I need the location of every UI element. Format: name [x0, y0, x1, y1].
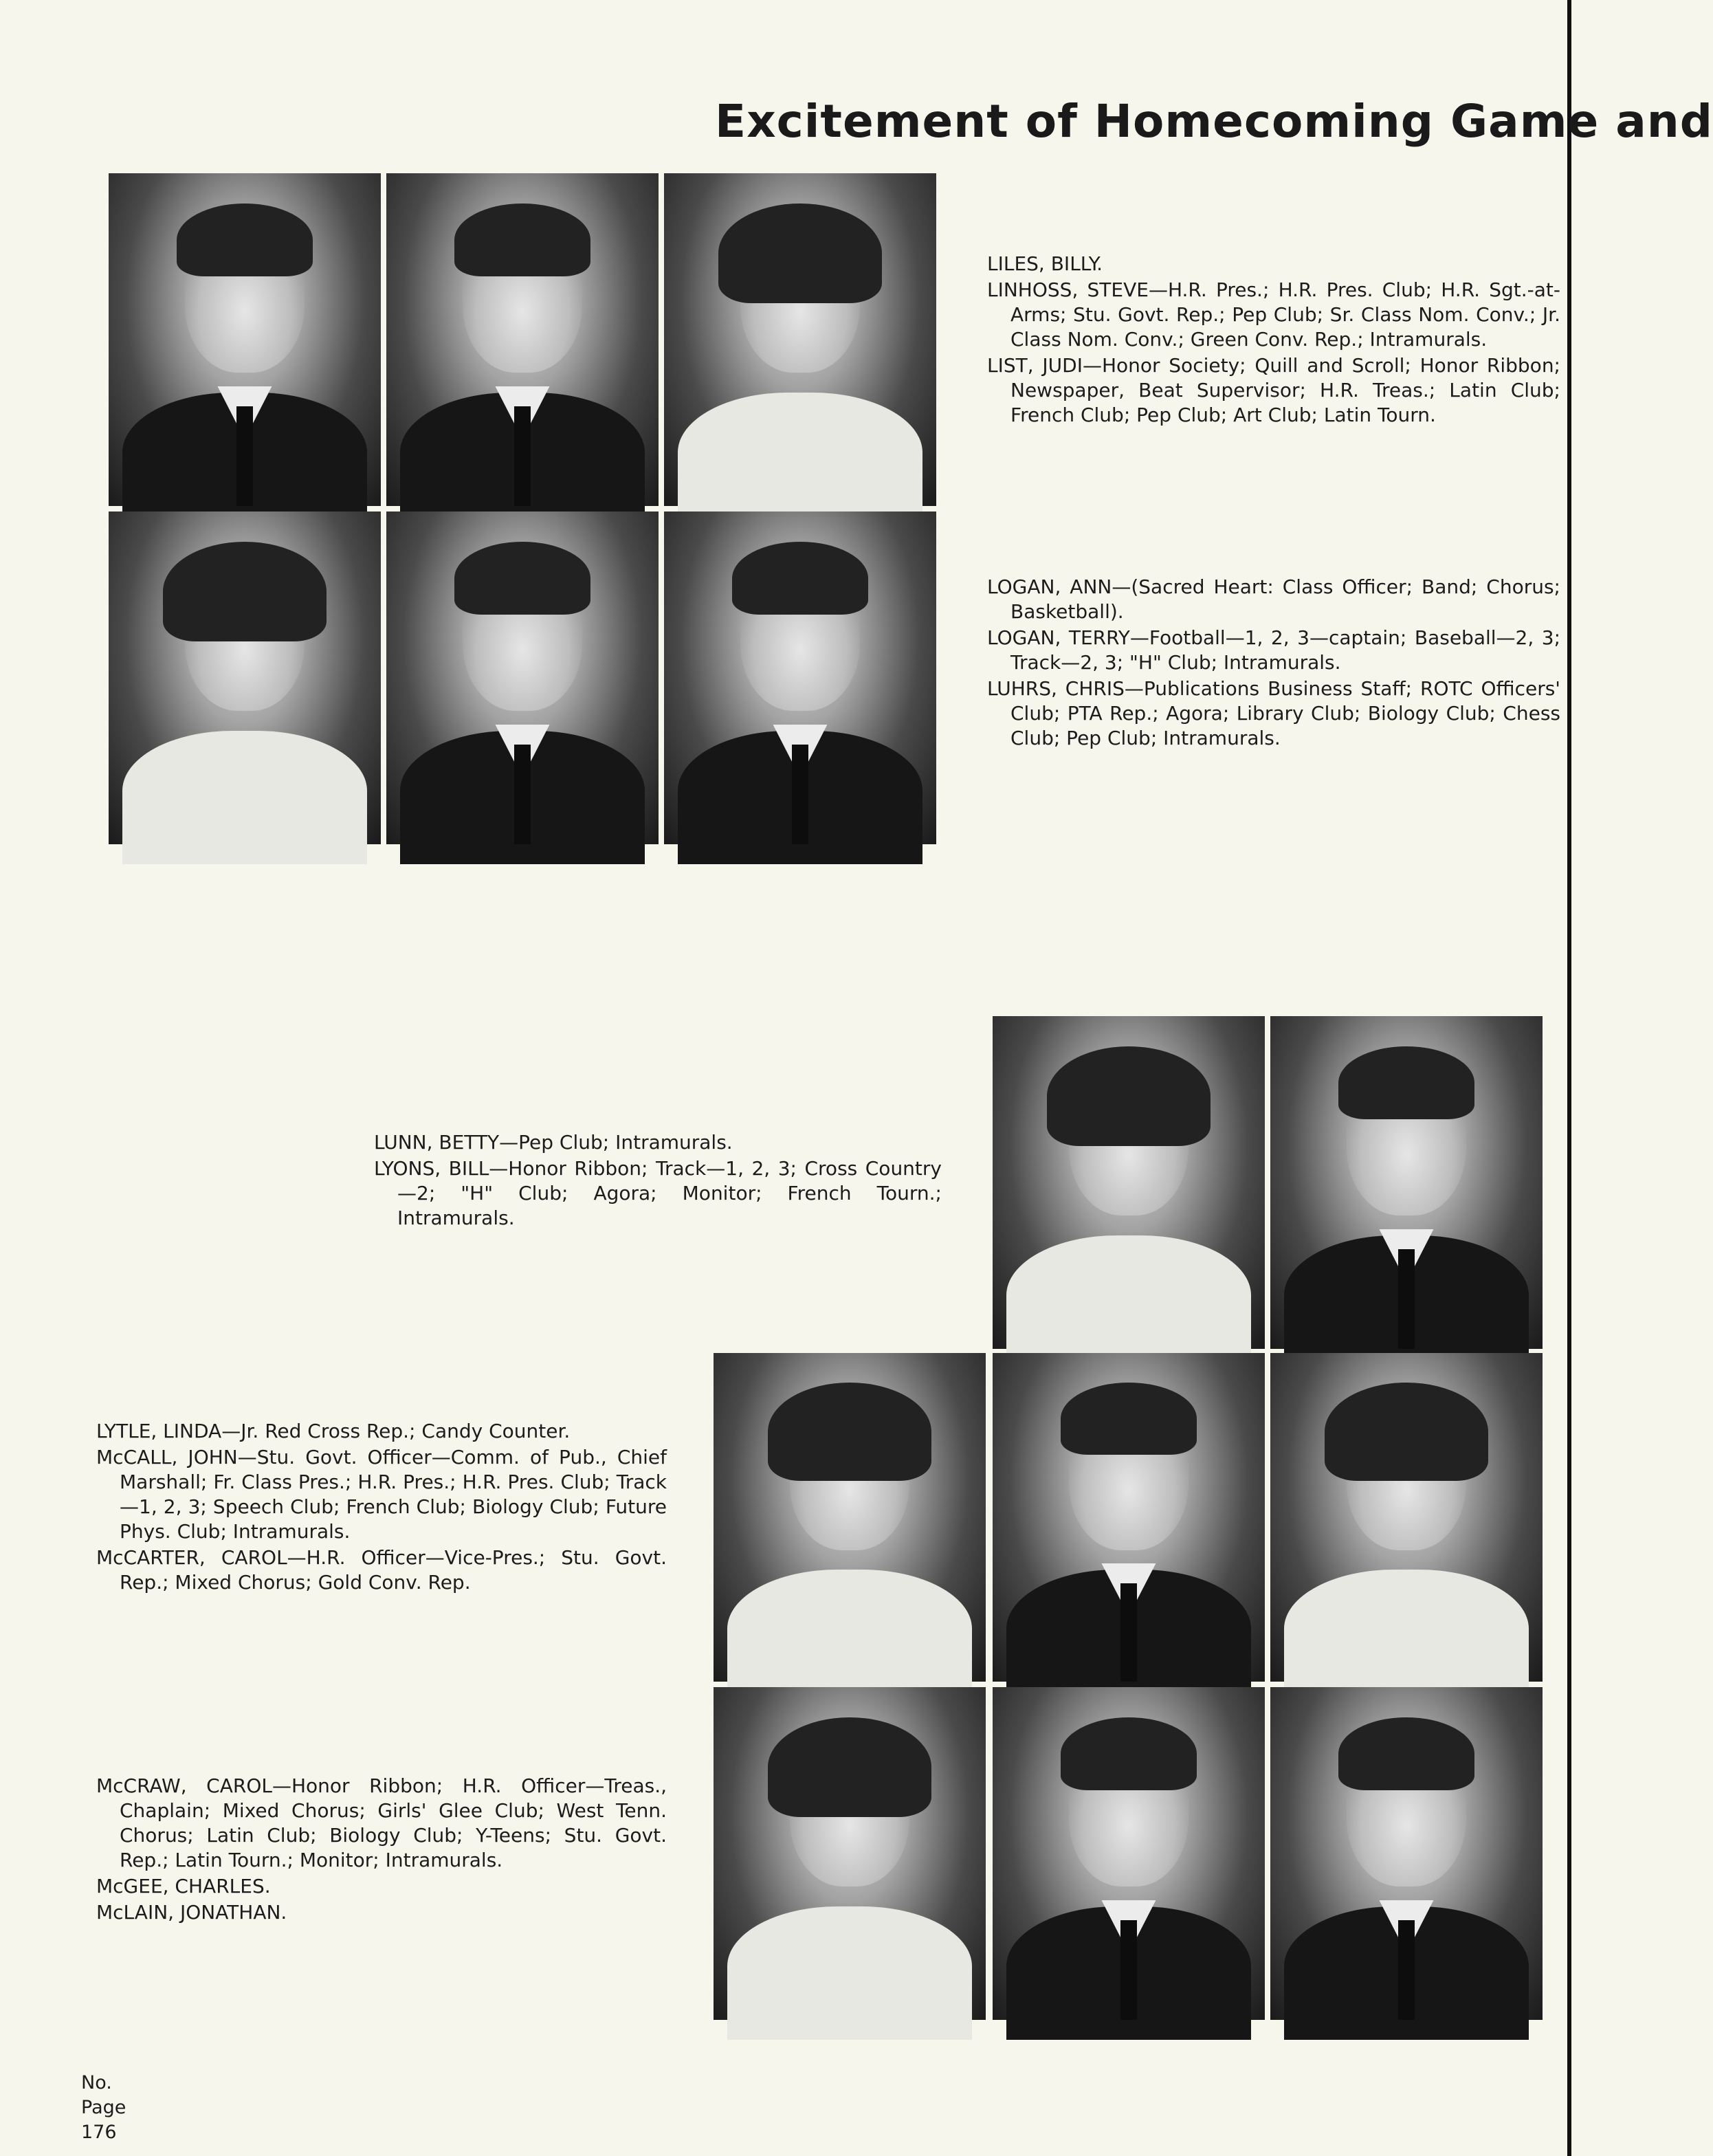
portrait-photo	[714, 1687, 986, 2020]
portrait-photo	[386, 173, 659, 506]
portrait-photo	[993, 1353, 1265, 1682]
portrait-photo	[993, 1687, 1265, 2020]
bio-entry: McCALL, JOHN—Stu. Govt. Officer—Comm. of Pub., Chief Marshall; Fr. Class Pres.; H.R. Pres.; H.R. Pres. Club; Track—1, 2, 3; Speech Club; French Club; Biology Club; Future Phys. Club; Intramurals.	[96, 1446, 667, 1543]
bio-entry: McCRAW, CAROL—Honor Ribbon; H.R. Officer—Treas., Chaplain; Mixed Chorus; Girls' Glee Club; West Tenn. Chorus; Latin Club; Biology Club; Y-Teens; Stu. Govt. Rep.; Latin Tourn.; Monitor; Intramurals.	[96, 1774, 667, 1871]
portrait-photo	[664, 173, 936, 506]
portrait-photo	[1270, 1353, 1543, 1682]
portrait-photo	[993, 1016, 1265, 1349]
page-number-value: 176	[81, 2122, 117, 2143]
bio-entry: LINHOSS, STEVE—H.R. Pres.; H.R. Pres. Club; H.R. Sgt.-at-Arms; Stu. Govt. Rep.; Pep Club; Sr. Class Nom. Conv.; Jr. Class Nom. Conv.; Green Conv. Rep.; Intramurals.	[987, 278, 1560, 351]
page-number	[81, 2071, 126, 2145]
bio-entry: LUHRS, CHRIS—Publications Business Staff; ROTC Officers' Club; PTA Rep.; Agora; Library Club; Biology Club; Chess Club; Pep Club; Intramurals.	[987, 677, 1560, 749]
bio-entry: LOGAN, TERRY—Football—1, 2, 3—captain; Baseball—2, 3; Track—2, 3; "H" Club; Intramurals.	[987, 626, 1560, 674]
bio-entry: McCARTER, CAROL—H.R. Officer—Vice-Pres.; Stu. Govt. Rep.; Mixed Chorus; Gold Conv. Rep.	[96, 1546, 667, 1594]
bio-entry: LYTLE, LINDA—Jr. Red Cross Rep.; Candy Counter.	[96, 1420, 571, 1442]
bio-entry: LILES, BILLY.	[987, 252, 1103, 275]
portrait-photo	[109, 512, 381, 844]
bio-entry: LYONS, BILL—Honor Ribbon; Track—1, 2, 3; Cross Country—2; "H" Club; Agora; Monitor; French Tourn.; Intramurals.	[374, 1157, 942, 1229]
portrait-photo	[1270, 1687, 1543, 2020]
bio-group-3	[374, 1130, 942, 1232]
bio-entry: McLAIN, JONATHAN.	[96, 1901, 287, 1924]
page-number-label-page: Page	[81, 2097, 126, 2118]
bio-group-4	[96, 1419, 667, 1596]
portrait-photo	[664, 512, 936, 844]
portrait-photo	[1270, 1016, 1543, 1349]
bio-group-1	[987, 252, 1560, 429]
bio-entry: LOGAN, ANN—(Sacred Heart: Class Officer; Band; Chorus; Basketball).	[987, 575, 1560, 623]
page-number-label-no: No.	[81, 2072, 112, 2093]
bio-group-2	[987, 575, 1560, 752]
bio-group-5	[96, 1774, 667, 1926]
portrait-photo	[386, 512, 659, 844]
page-title: Excitement of Homecoming Game and	[715, 95, 1713, 148]
bio-entry: LUNN, BETTY—Pep Club; Intramurals.	[374, 1131, 733, 1154]
bio-entry: LIST, JUDI—Honor Society; Quill and Scroll; Honor Ribbon; Newspaper, Beat Supervisor; H.R. Treas.; Latin Club; French Club; Pep Club; Art Club; Latin Tourn.	[987, 354, 1560, 426]
portrait-photo	[714, 1353, 986, 1682]
bio-entry: McGEE, CHARLES.	[96, 1875, 271, 1898]
portrait-photo	[109, 173, 381, 506]
